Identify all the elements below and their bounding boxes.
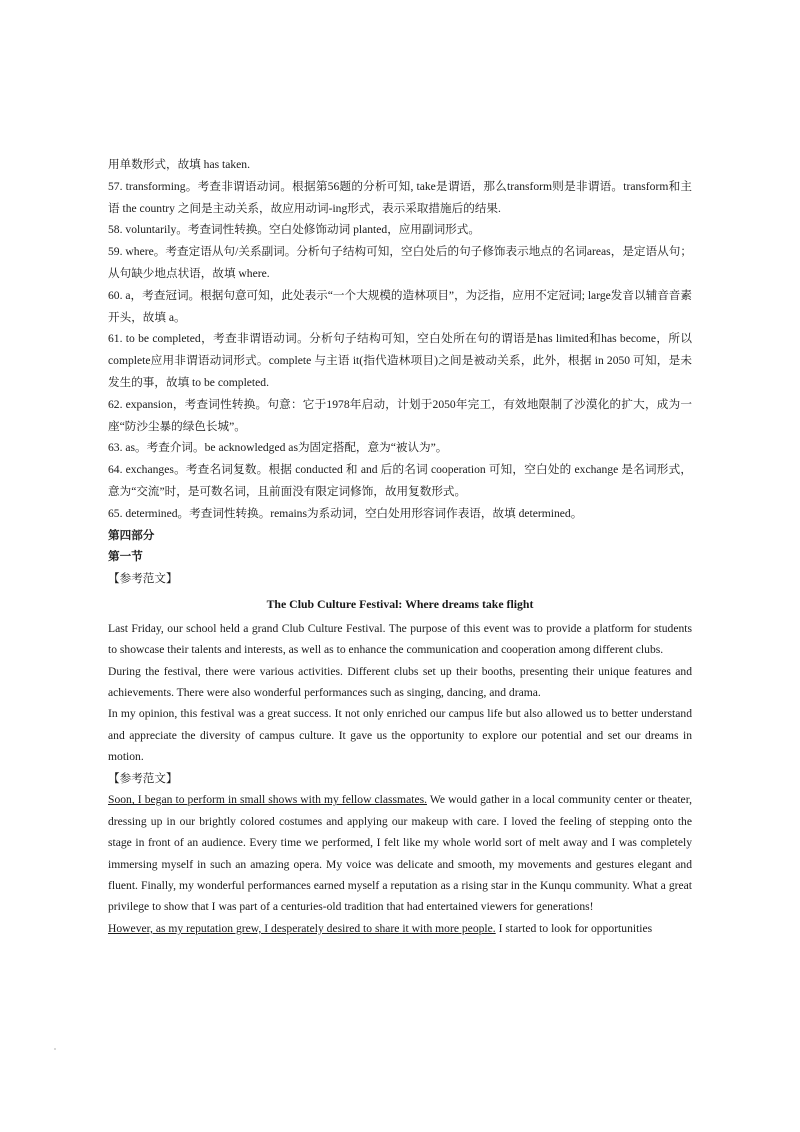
section-heading: 第一节 [108,550,143,564]
document-page [108,154,692,939]
essay-2-p2-opening-sentence: However, as my reputation grew, I desperately desired to share it with more people. [108,921,496,935]
essay-2-paragraph-1 [108,789,692,917]
essay-1-paragraph-3: In my opinion, this festival was a great success. It not only enriched our campus life but also allowed us to better understand and appreciate the diversity of campus culture. It gave us the opportunity to explore our potential and set our dreams in motion. [108,707,692,764]
answer-59: 59. where。考查定语从句/关系副词。分析句子结构可知，空白处后的句子修饰表示地点的名词areas，是定语从句；从句缺少地点状语，故填 where. [108,245,692,280]
answer-64: 64. exchanges。考查名词复数。根据 conducted 和 and 后的名词 cooperation 可知，空白处的 exchange 是名词形式，意为“交流”时，是可数名词，且前面没有限定词修饰，故用复数形式。 [108,463,692,498]
answer-61: 61. to be completed，考查非谓语动词。分析句子结构可知，空白处所在句的谓语是has limited和has become，所以complete应用非谓语动词形式。complete 与主语 it(指代造林项目)之间是被动关系，此外，根据 in 2050 可知，是未发生的事，故填 to be completed. [108,332,692,389]
part-heading: 第四部分 [108,528,155,542]
answer-56-tail: 用单数形式，故填 has taken. [108,158,251,171]
essay-1-paragraph-2: During the festival, there were various activities. Different clubs set up their booths, presenting their unique features and achievements. There were also wonderful performances such as singing, dancing, and drama. [108,664,692,699]
essay-2-p1-body: We would gather in a local community center or theater, dressing up in our brightly colored costumes and applying our makeup with care. I loved the feeling of stepping onto the stage in front of an audience. Every time we performed, I felt like my whole world sort of melt away and I was completely immersing myself in such an amazing opera. My voice was delicate and smooth, my movements and gestures elegant and fluent. Finally, my wonderful performances earned myself a reputation as a rising star in the Kunqu community. What a great privilege to show that I was part of a centuries-old tradition that had entertained viewers for generations! [108,793,692,914]
answer-62: 62. expansion，考查词性转换。句意：它于1978年启动，计划于2050年完工，有效地限制了沙漠化的扩大，成为一座“防沙尘暴的绿色长城”。 [108,397,692,433]
answer-63: 63. as。考查介词。be acknowledged as为固定搭配，意为“被认为”。 [108,441,448,455]
answer-65: 65. determined。考查词性转换。remains为系动词，空白处用形容词作表语，故填 determined。 [108,506,583,520]
essay-2-paragraph-2 [108,918,692,939]
essay-2-p2-body: I started to look for opportunities [495,921,653,935]
essay-1 [108,618,692,768]
answer-60: 60. a，考查冠词。根据句意可知，此处表示“一个大规模的造林项目”，为泛指，应用不定冠词; large发音以辅音音素开头，故填 a。 [108,288,692,324]
essay-2-p1-opening-sentence: Soon, I began to perform in small shows with my fellow classmates. [108,793,427,807]
essay-2 [108,789,692,939]
sample-label-2: 【参考范文】 [108,771,178,785]
scan-speck [54,1048,56,1050]
answer-58: 58. voluntarily。考查词性转换。空白处修饰动词 planted，应用副词形式。 [108,223,480,237]
answer-57: 57. transforming。考查非谓语动词。根据第56题的分析可知, take是谓语，那么transform则是非谓语。transform和主语 the country 之间是主动关系，故应用动词-ing形式，表示采取措施后的结果. [108,179,692,215]
essay-1-paragraph-1: Last Friday, our school held a grand Club Culture Festival. The purpose of this event was to provide a platform for students to showcase their talents and interests, as well as to enhance the communication and cooperation among different clubs. [108,621,692,657]
sample-label-1: 【参考范文】 [108,572,178,586]
essay-title: The Club Culture Festival: Where dreams take flight [266,596,534,611]
